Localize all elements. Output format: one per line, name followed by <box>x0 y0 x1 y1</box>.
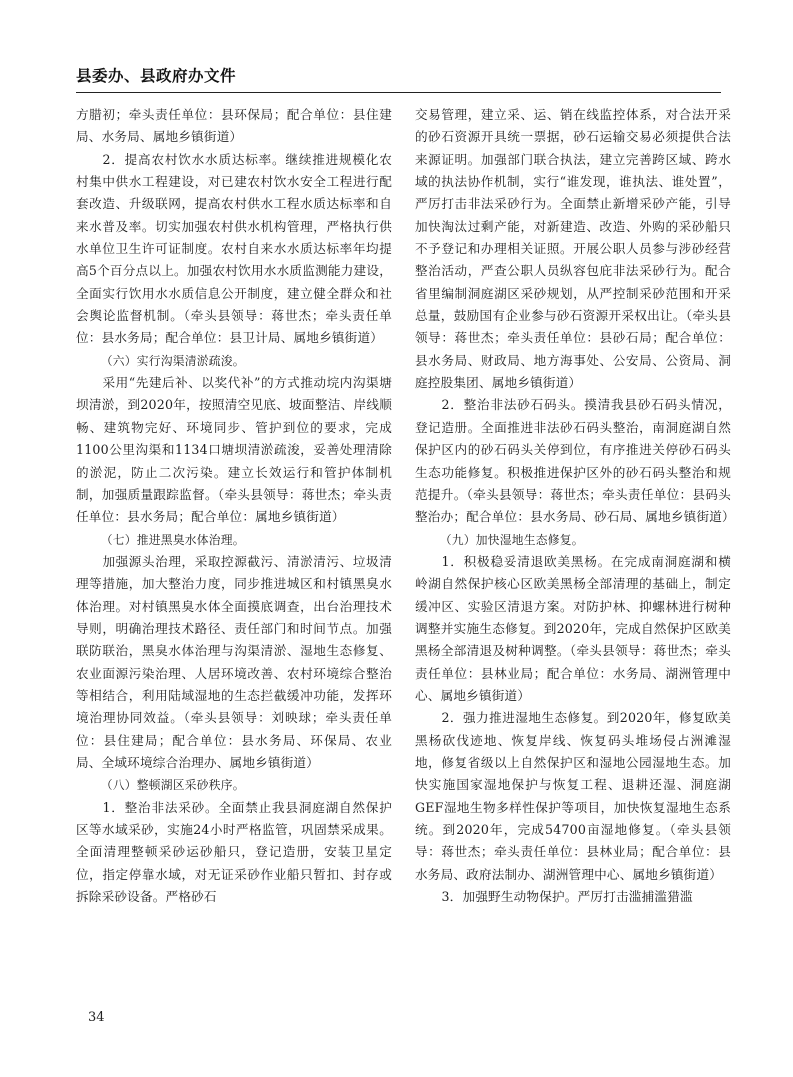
right-column <box>415 104 735 908</box>
paragraph: 加强源头治理，采取控源截污、清淤清污、垃圾清理等措施，加大整治力度，同步推进城区和村镇黑臭水体治理。对村镇黑臭水体全面摸底调查，出台治理技术导则，明确治理技术路径、责任部门和时间节点。加强联防联治，黑臭水体治理与沟渠清淤、湿地生态修复、农业面源污染治理、人居环境改善、农村环境综合整治等相结合，利用陆域湿地的生态拦截缓冲功能，发挥环境治理协同效益。（牵头县领导：刘映球；牵头责任单位：县住建局；配合单位：县水务局、环保局、农业局、全域环境综合治理办、属地乡镇街道） <box>76 553 392 770</box>
section-heading: （七）推进黑臭水体治理。 <box>100 532 245 547</box>
section-heading: （六）实行沟渠清淤疏浚。 <box>100 353 245 368</box>
header-rule <box>76 92 721 93</box>
paragraph: 2．整治非法砂石码头。摸清我县砂石码头情况，登记造册。全面推进非法砂石码头整治，南洞庭湖自然保护区内的砂石码头关停到位，有序推进关停砂石码头生态功能修复。积极推进保护区外的砂石码头整治和规范提升。（牵头县领导：蒋世杰；牵头责任单位：县码头整治办；配合单位：县水务局、砂石局、属地乡镇街道） <box>415 397 735 525</box>
paragraph: 2．提高农村饮水水质达标率。继续推进规模化农村集中供水工程建设，对已建农村饮水安全工程进行配套改造、升级联网，提高农村供水工程水质达标率和自来水普及率。切实加强农村供水机构管理，严格执行供水单位卫生许可证制度。农村自来水水质达标率年均提高5个百分点以上。加强农村饮用水水质监测能力建设，全面实行饮用水水质信息公开制度，建立健全群众和社会舆论监督机制。（牵头县领导：蒋世杰；牵头责任单位：县水务局；配合单位：县卫计局、属地乡镇街道） <box>76 151 392 346</box>
section-heading: （八）整顿湖区采砂秩序。 <box>100 778 245 793</box>
page-number: 34 <box>88 1010 105 1025</box>
paragraph: 1．整治非法采砂。全面禁止我县洞庭湖自然保护区等水域采砂，实施24小时严格监管，巩固禁采成果。全面清理整顿采砂运砂船只，登记造册，安装卫星定位，指定停靠水域，对无证采砂作业船只暂扣、封存或拆除采砂设备。严格砂石 <box>76 799 392 905</box>
paragraph: 2．强力推进湿地生态修复。到2020年，修复欧美黑杨砍伐迹地、恢复岸线、恢复码头堆场侵占洲滩湿地，修复省级以上自然保护区和湿地公园湿地生态。加快实施国家湿地保护与恢复工程、退耕还湿、洞庭湖GEF湿地生物多样性保护等项目，加快恢复湿地生态系统。到2020年，完成54700亩湿地修复。（牵头县领导：蒋世杰；牵头责任单位：县林业局；配合单位：县水务局、政府法制办、湖洲管理中心、属地乡镇街道） <box>415 710 731 882</box>
page-header-title: 县委办、县政府办文件 <box>76 67 237 85</box>
paragraph: 3．加强野生动物保护。严厉打击滥捕滥猎滥 <box>441 889 693 905</box>
section-heading: （九）加快湿地生态修复。 <box>439 532 584 547</box>
paragraph: 采用“先建后补、以奖代补”的方式推动垸内沟渠塘坝清淤，到2020年，按照清空见底、坡面整洁、岸线顺畅、建筑物完好、环境同步、管护到位的要求，完成1100公里沟渠和1134口塘坝清淤疏浚，妥善处理清除的淤泥，防止二次污染。建立长效运行和管护体制机制，加强质量跟踪监督。（牵头县领导：蒋世杰；牵头责任单位：县水务局；配合单位：属地乡镇街道） <box>76 375 392 525</box>
paragraph: 1．积极稳妥清退欧美黑杨。在完成南洞庭湖和横岭湖自然保护核心区欧美黑杨全部清理的基础上，制定缓冲区、实验区清退方案。对防护林、抑螺林进行树种调整并实施生态修复。到2020年，完成自然保护区欧美黑杨全部清退及树种调整。（牵头县领导：蒋世杰；牵头责任单位：县林业局；配合单位：水务局、湖洲管理中心、属地乡镇街道） <box>415 553 731 703</box>
left-column <box>76 104 392 908</box>
paragraph: 方腊初；牵头责任单位：县环保局；配合单位：县住建局、水务局、属地乡镇街道） <box>76 107 392 145</box>
paragraph: 交易管理，建立采、运、销在线监控体系，对合法开采的砂石资源开具统一票据，砂石运输交易必须提供合法来源证明。加强部门联合执法，建立完善跨区域、跨水域的执法协作机制，实行“谁发现，谁执法、谁处置”，严厉打击非法采砂行为。全面禁止新增采砂产能，引导加快淘汰过剩产能，对新建造、改造、外购的采砂船只不予登记和办理相关证照。开展公职人员参与涉砂经营整治活动，严查公职人员纵容包庇非法采砂行为。配合省里编制洞庭湖区采砂规划，从严控制采砂范围和开采总量，鼓励国有企业参与砂石资源开采权出让。（牵头县领导：蒋世杰；牵头责任单位：县砂石局；配合单位：县水务局、财政局、地方海事处、公安局、公资局、洞庭控股集团、属地乡镇街道） <box>415 107 731 391</box>
